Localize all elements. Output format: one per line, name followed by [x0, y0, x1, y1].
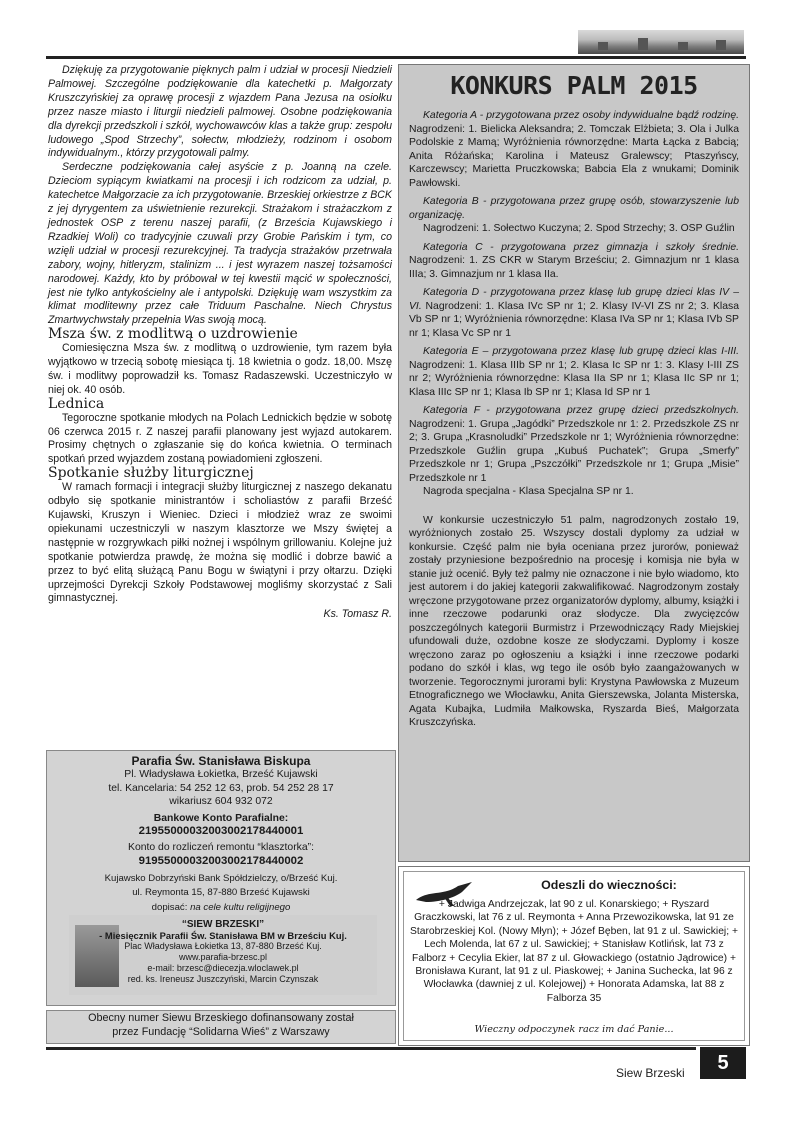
category-a-results: Nagrodzeni: 1. Bielicka Aleksandra; 2. Tomczak Elżbieta; 3. Ola i Julka Podolskie z Mamą; Wyróżnienia równorzędne: Marta Łącka z Babcią; Anita Różańska; Karolina i Mateusz Gralewscy; Ptaszyńscy, Karczewscy; Marietta Pruczkowska; Babcia Ela z wnukami; Dominik Pawłowski. — [409, 123, 739, 189]
header-photo-strip — [578, 30, 744, 54]
parish-info-box — [46, 750, 396, 1006]
contest-title: KONKURS PALM 2015 — [450, 71, 698, 100]
note-text: na cele kultu religijnego — [190, 902, 291, 914]
category-e-heading: Kategoria E – przygotowana przez klasę lub grupę dzieci klas I-III. — [423, 346, 739, 357]
page-number: 5 — [700, 1047, 746, 1079]
parish-name: Parafia Św. Stanisława Biskupa — [131, 754, 311, 768]
funding-line-1: Obecny numer Siewu Brzeskiego dofinansowany został — [88, 1012, 354, 1024]
thanks-palm-paragraph: Dziękuję za przygotowanie pięknych palm i udział w procesji Niedzieli Palmowej. Szczególne podziękowanie dla katechetki p. Małgorzaty Kruszczyńskiej za oprawę procesji z wjazdem Pana Jezusa na osiołku przez nasze miasto i liturgii niedzieli palmowej. Osobne podziękowania dla dyrekcji przedszkoli i szkół, wychowawców klas a także grup: zespołu ludowego „Spod Strzechy”, sołectw, młodzieży, rodzinom i osobom indywidualnym., którzy przygotowali palmy. — [48, 64, 392, 160]
section-heading-spotkanie: Spotkanie służby liturgicznej — [48, 465, 254, 482]
siew-title: “SIEW BRZESKI” — [181, 919, 265, 930]
contest-summary: W konkursie uczestniczyło 51 palm, nagrodzonych zostało 19, wyróżnionych zostało 25. Wszyscy dostali dyplomy za udział w konkursie. Część palm nie była oceniana przez jurorów, ponieważ zostały przyniesione bezpośrednio na procesję i komisja nie była w stanie już ocenić. Były też palmy nie oznaczone i nie było wiadomo, kto jest autorem i do jakiej kategorii zakwalifikować. Nagrodzonym zostały wręczone przygotowane przez organizatorów dyplomy, albumy, książki i inne rzeczowe podarunki oraz słodycze. Dla zwycięzców poszczególnych kategorii Burmistrz i Przewodniczący Rady Miejskiej ufundowali duże, ozdobne kosze ze słodyczami. Dyplomy i kosze wręczono zaraz po ogłoszeniu a książki i inne rzeczowe podarki podano do szkół i klas, wg tego ile osób było zaangażowanych w tworzenie. Tegorocznymi jurorami byli: Krystyna Pawłowska z Muzeum Etnograficznego we Włocławku, Anita Gierszewska, Jolanta Misterska, Agata Kubajka, Ludmiła Małkowska, Ryszarda Bieś, Małgorzata Kruszczyńska. — [409, 514, 739, 728]
section-heading-lednica: Lednica — [48, 395, 105, 412]
footer-rule — [46, 1047, 696, 1050]
siew-www-link[interactable]: www.parafia-brzesc.pl — [178, 952, 268, 962]
contest-box — [398, 64, 750, 862]
siew-masthead — [69, 915, 377, 995]
parish-vicar: wikariusz 604 932 072 — [169, 796, 273, 808]
header-rule — [46, 56, 746, 59]
obituary-closing: Wieczny odpoczynek racz im dać Panie... — [474, 1024, 674, 1035]
footer-publication-name: Siew Brzeski — [616, 1066, 685, 1080]
lednica-paragraph: Tegoroczne spotkanie młodych na Polach Lednickich będzie w sobotę 06 czerwca 2015 r. Z naszej parafii planowany jest wyjazd autokarem. Prosimy chętnych o zgłaszanie się do końca kwietnia. O terminach spotkań przed wyjazdem zostaną powiadomieni zgłoszeni. — [48, 411, 392, 466]
siew-address: Plac Władysława Łokietka 13, 87-880 Brześć Kuj. — [124, 941, 322, 951]
siew-editors: red. ks. Ireneusz Juszczyński, Marcin Czynszak — [127, 974, 319, 984]
renovation-account: 91955000032003002178440002 — [138, 854, 304, 867]
parish-phone: tel. Kancelaria: 54 252 12 63, prob. 54 252 28 17 — [108, 782, 334, 794]
bank-address: ul. Reymonta 15, 87-880 Brześć Kujawski — [132, 886, 310, 898]
obituary-list: + Jadwiga Andrzejczak, lat 90 z ul. Konarskiego; + Ryszard Graczkowski, lat 76 z ul. Reymonta + Anna Przewozikowska, lat 91 ze Starobrzeskiej Kol. (Nowy Młyn); + Józef Bęben, lat 91 z ul. Sawickiej; + Lech Molenda, lat 67 z ul. Sawickiej; + Stanisław Kotlińsk, lat 73 z Falborz + Cecylia Ekier, lat 87 z ul. Głowackiego (ostatnio Jądrowice) + Bronisława Kurant, lat 91 z ul. Piaskowej; + Janina Suchecka, lat 96 z Włocławka (dawniej z ul. Kolejowej) + Honorata Adamska, lat 88 z Falborza 35 — [410, 899, 738, 1004]
obituary-title: Odeszli do wieczności: — [541, 878, 677, 892]
category-e-results: Nagrodzeni: 1. Klasa IIIb SP nr 1; 2. Klasa Ic SP nr 1: 3. Klasy I-III ZS nr 2; Wyróżnienia równorzędne: Klasa IIa SP nr 1; Klasa IIc SP nr 1; Klasa IIIc SP nr 1; Klasa Ib SP nr 1; Klasa Id SP nr 1 — [409, 359, 739, 398]
category-d-heading: Kategoria D - przygotowana przez klasę lub grupę dzieci klas IV – VI. — [409, 287, 739, 312]
thanks-easter-paragraph: Serdeczne podziękowania całej asyście z p. Joanną na czele. Dzieciom sypiącym kwiatkami na procesji i ich rodzicom za udział, p. katechetce Małgorzacie za ich przygotowanie. Brzeskiej orkiestrze z BCK z jej dyrygentem za uświetnienie rezurekcji. Strażakom i strażaczkom z jednostek OSP z terenu naszej parafii, (z Brześcia Kujawskiego i Rzadkiej Woli) co tradycyjnie czuwali przy Grobie Pańskim i tym, co wzięli udział w procesji rezurekcyjnej. Ta tradycja strażaków przetrwała zabory, wojny, hitleryzm, stalinizm ... i jest wyrazem naszej tożsamości narodowej. Każdy, kto by próbował w tej kwestii mącić w społeczności, jest nie tylko antykościelny ale i antypolski. Dziękuję wam wszystkim za klimat modlitewny przez całe Triduum Paschalne. Niech Chrystus Zmartwychwstały przepełnia Was swoją mocą. — [48, 161, 392, 327]
special-award: Nagroda specjalna - Klasa Specjalna SP nr 1. — [423, 486, 634, 497]
section-heading-msza: Msza św. z modlitwą o uzdrowienie — [48, 326, 298, 343]
funding-line-2: przez Fundację “Solidarna Wieś” z Warszawy — [112, 1026, 330, 1038]
renovation-label: Konto do rozliczeń remontu “klasztorka”: — [128, 842, 314, 854]
category-d-results: Nagrodzeni: 1. Klasa IVc SP nr 1; 2. Klasy IV-VI ZS nr 2; 3. Klasa Vb SP nr 1; Wyróżnienia równorzędne: Klasa IVa SP nr 1; Klasa IVb SP nr 1; Klasa Vc SP nr 1 — [409, 300, 739, 339]
bank-label: Bankowe Konto Parafialne: — [153, 812, 289, 824]
parish-address: Pl. Władysława Łokietka, Brześć Kujawski — [124, 769, 318, 781]
siew-subtitle: - Miesięcznik Parafii Św. Stanisława BM w Brześciu Kuj. — [99, 930, 347, 941]
category-c-heading: Kategoria C - przygotowana przez gimnazja i szkoły średnie. — [423, 241, 739, 253]
funding-note-box — [46, 1010, 396, 1044]
spotkanie-paragraph: W ramach formacji i integracji służby liturgicznej z naszego dekanatu odbyło się spotkanie ministrantów i scholiastów z parafii Brześć Kujawski, Kruszyn i Wieniec. Dzieci i młodzież wraz ze swoimi opiekunami uczestniczyli w naszym klasztorze we Mszy świętej a następnie w rozgrywkach piłki nożnej i wspólnym grillowaniu. Kolejne już spotkanie potwierdza prawdę, że można się modlić i dobrze bawić a przez to być elitą służącą Panu Bogu w świątyni i przy ołtarzu. Dzięki uprzejmości Dyrekcji Szkoły Podstawowej mogliśmy skorzystać z Sali gimnastycznej. — [48, 481, 392, 605]
category-c-results: Nagrodzeni: 1. ZS CKR w Starym Brześciu; 2. Gimnazjum nr 1 klasa IIIa; 3. Gimnazjum nr 1 klasa IIa. — [409, 255, 739, 280]
obituary-box — [398, 866, 750, 1046]
siew-email-link[interactable]: e-mail: brzesc@diecezja.wloclawek.pl — [147, 963, 299, 973]
category-a-heading: Kategoria A - przygotowana przez osoby indywidualne bądź rodzinę. — [423, 110, 739, 121]
category-f-heading: Kategoria F - przygotowana przez grupę dzieci przedszkolnych. — [423, 405, 739, 416]
left-column — [48, 64, 392, 622]
category-b-results: Nagrodzeni: 1. Sołectwo Kuczyna; 2. Spod Strzechy; 3. OSP Guźlin — [423, 223, 735, 234]
note-prefix: dopisać: — [151, 902, 188, 914]
bank-account: 21955000032003002178440001 — [138, 825, 304, 838]
category-b-heading: Kategoria B - przygotowana przez grupę osób, stowarzyszenie lub organizację. — [409, 196, 739, 221]
bank-name: Kujawsko Dobrzyński Bank Spółdzielczy, o/Brześć Kuj. — [104, 873, 338, 885]
author-signature: Ks. Tomasz R. — [323, 608, 392, 621]
msza-paragraph: Comiesięczna Msza św. z modlitwą o uzdrowienie, tym razem była wyjątkowo w trzecią sobotę miesiąca tj. 18 kwietnia o godz. 18,00. Mszę św. i modlitwy poprowadził ks. Tomasz Radaszewski. Uczestniczyło w niej ok. 40 osób. — [48, 342, 392, 396]
category-f-results: Nagrodzeni: 1. Grupa „Jagódki” Przedszkole nr 1: 2. Przedszkole ZS nr 2; 3. Grupa „Krasnoludki” Przedszkole nr 1; Wyróżnienia równorzędne: Przedszkole Guźlin grupa „Kubuś Puchatek”; Grupa „Smerfy” Przedszkole nr 1; Grupa „Pszczółki” Przedszkole nr 1; Grupa „Misie” Przedszkole nr 1 — [409, 418, 739, 484]
